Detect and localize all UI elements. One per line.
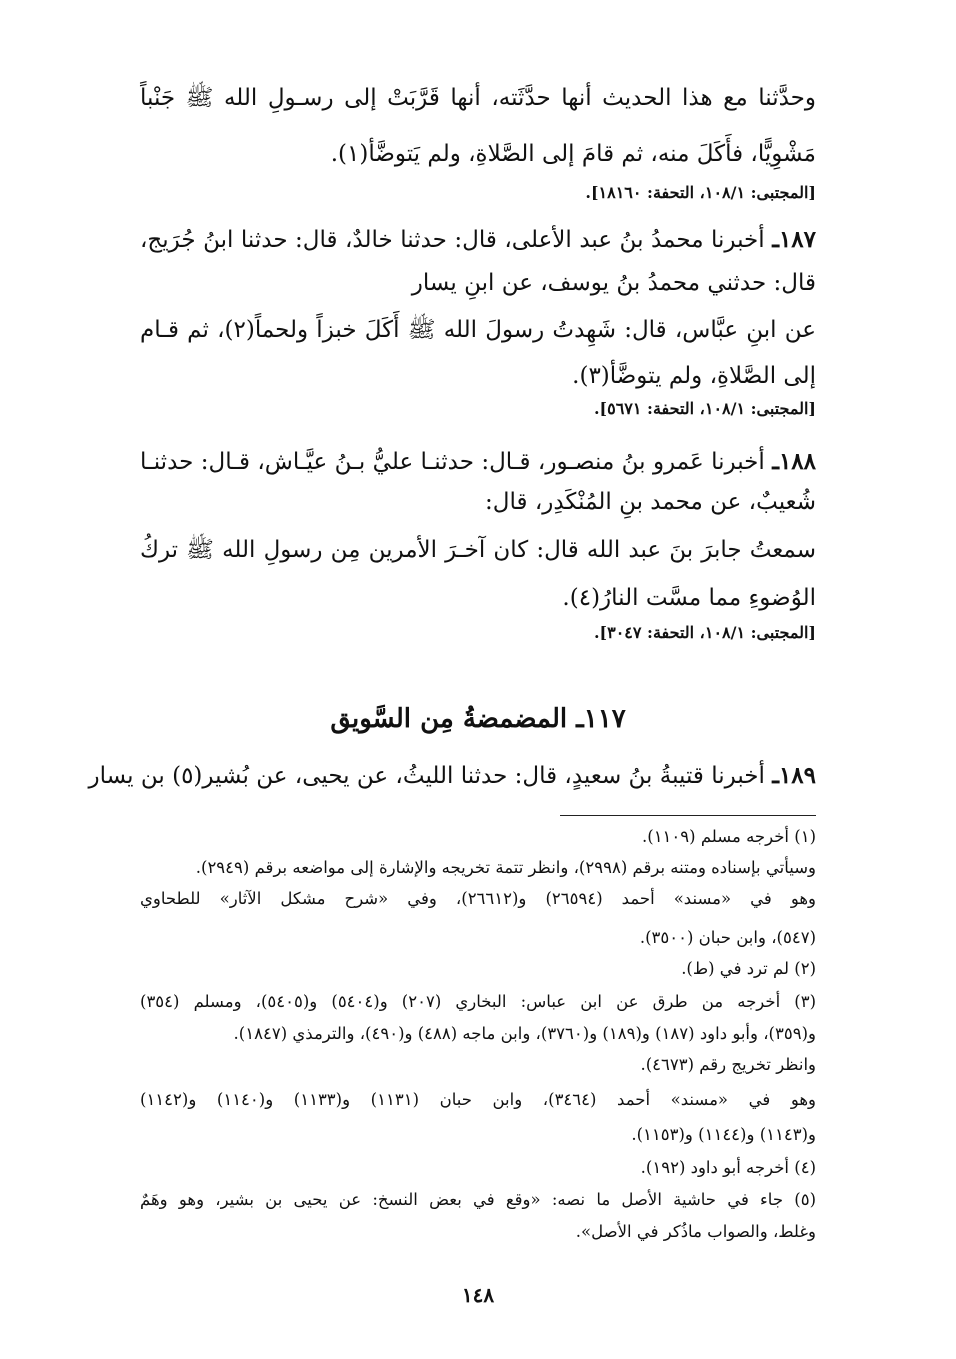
- hadith-186-line-2: مَشْوِيًّا، فأَكَلَ منه، ثم قامَ إلى الصَّلاةِ، ولم يَتوضَّأ(١).: [330, 141, 816, 167]
- footnote-1-line-2: وسيأتي بإسناده ومتنه برقم (٢٩٩٨)، وانظر تتمة تخريجه والإشارة إلى مواضعه برقم (٢٩٤٩).: [195, 858, 816, 877]
- footnote-1-line-4: (٥٤٧)، وابن حبان (٣٥٠٠).: [639, 928, 816, 947]
- footnote-3-line-3: وانظر تخريج رقم (٤٦٧٣).: [640, 1055, 816, 1074]
- hadith-187-line-3: عن ابنِ عبَّاس، قال: شَهِدتُ رسولَ الله ﷺ أَكَلَ خبزاً ولحماً(٢)، ثم قـام: [140, 317, 816, 343]
- footnote-5-line-2: وغلط، والصواب ماذُكر في الأصل».: [575, 1222, 816, 1241]
- hadith-187-line-2: قال: حدثني محمدُ بنُ يوسف، عن ابنِ يسار: [411, 270, 816, 296]
- page-number: ١٤٨: [461, 1283, 495, 1307]
- footnote-3-line-2: و(٣٥٩)، وأبو داود (١٨٧) و(١٨٩) و(٣٧٦٠)، وابن ماجه (٤٨٨) و(٤٩٠)، والترمذي (١٨٤٧).: [233, 1024, 816, 1043]
- footnote-5: (٥) جاء في حاشية الأصل ما نصه: «وقع في بعض النسخ: عن يحيى بن بشير، وهو وهَمٌ: [140, 1190, 816, 1209]
- hadith-188-line-2: شُعيبٌ، عن محمد بنِ المُنْكَدِر، قال:: [485, 489, 816, 515]
- hadith-189-text-1: أخبرنا قتيبةُ بنُ سعيدٍ، قال: حدثنا الليثُ، عن يحيى، عن بُشير(٥) بن يسار: [88, 763, 765, 789]
- footnote-3: (٣) أخرجه من طرق عن ابن عباس: البخاري (٢٠٧) و(٥٤٠٤) و(٥٤٠٥)، ومسلم (٣٥٤): [140, 992, 816, 1011]
- hadith-188-line-3: سمعتُ جابرَ بنَ عبد الله قال: كان آخـرَ الأمرين مِن رسولِ الله ﷺ تركُ: [140, 537, 816, 563]
- hadith-188-text-1: أخبرنا عَمرو بنُ منصـور، قـال: حدثنـا عليُّ بـنُ عيَّـاش، قـال: حدثنـا: [140, 449, 765, 475]
- chapter-title: ١١٧ـ المضمضةُ مِن السَّويق: [330, 704, 626, 734]
- footnote-separator: [560, 815, 816, 816]
- hadith-187-number: ١٨٧ـ: [772, 226, 816, 253]
- hadith-187-reference: [المجتبى: ١٠٨/١، التحفة: ٥٦٧١].: [593, 399, 816, 418]
- hadith-188-number: ١٨٨ـ: [772, 448, 816, 475]
- hadith-188-reference: [المجتبى: ١٠٨/١، التحفة: ٣٠٤٧].: [593, 623, 816, 642]
- hadith-186-reference: [المجتبى: ١٠٨/١، التحفة: ١٨١٦٠].: [585, 183, 816, 202]
- footnote-4: (٤) أخرجه أبو داود (١٩٢).: [640, 1158, 816, 1177]
- footnote-1: (١) أخرجه مسلم (١١٠٩).: [642, 827, 816, 846]
- hadith-189-number: ١٨٩ـ: [772, 762, 816, 789]
- footnote-3-line-4: وهو في «مسند» أحمد (٣٤٦٤)، وابن حبان (١١٣١) و(١١٣٣) و(١١٤٠) و(١١٤٢): [140, 1090, 817, 1109]
- hadith-187-text-1: أخبرنا محمدُ بنُ عبد الأعلى، قال: حدثنا خالدٌ، قال: حدثنا ابنُ جُرَيج،: [140, 227, 765, 253]
- footnote-2: (٢) لم ترد في (ط).: [681, 959, 816, 978]
- footnote-1-line-3: وهو في «مسند» أحمد (٢٦٥٩٤) و(٢٦٦١٢)، وفي «شرح مشكل الآثار» للطحاوي: [140, 889, 817, 908]
- footnote-3-line-5: و(١١٤٣) و(١١٤٤) و(١١٥٣).: [631, 1125, 816, 1144]
- hadith-189-line-1: [88, 756, 816, 796]
- hadith-188-line-4: الوُضوءِ مما مسَّت النارُ(٤).: [562, 585, 816, 611]
- hadith-187-line-4: إلى الصَّلاةِ، ولم يتوضَّأ(٣).: [572, 363, 816, 389]
- hadith-187-line-1: [140, 220, 816, 260]
- hadith-188-line-1: [140, 442, 816, 482]
- hadith-186-line-1: وحدَّثنا مع هذا الحديث أنها حدَّثَته، أنها قَرَّبَتْ إلى رسـولِ الله ﷺ جَنْباً: [140, 85, 816, 111]
